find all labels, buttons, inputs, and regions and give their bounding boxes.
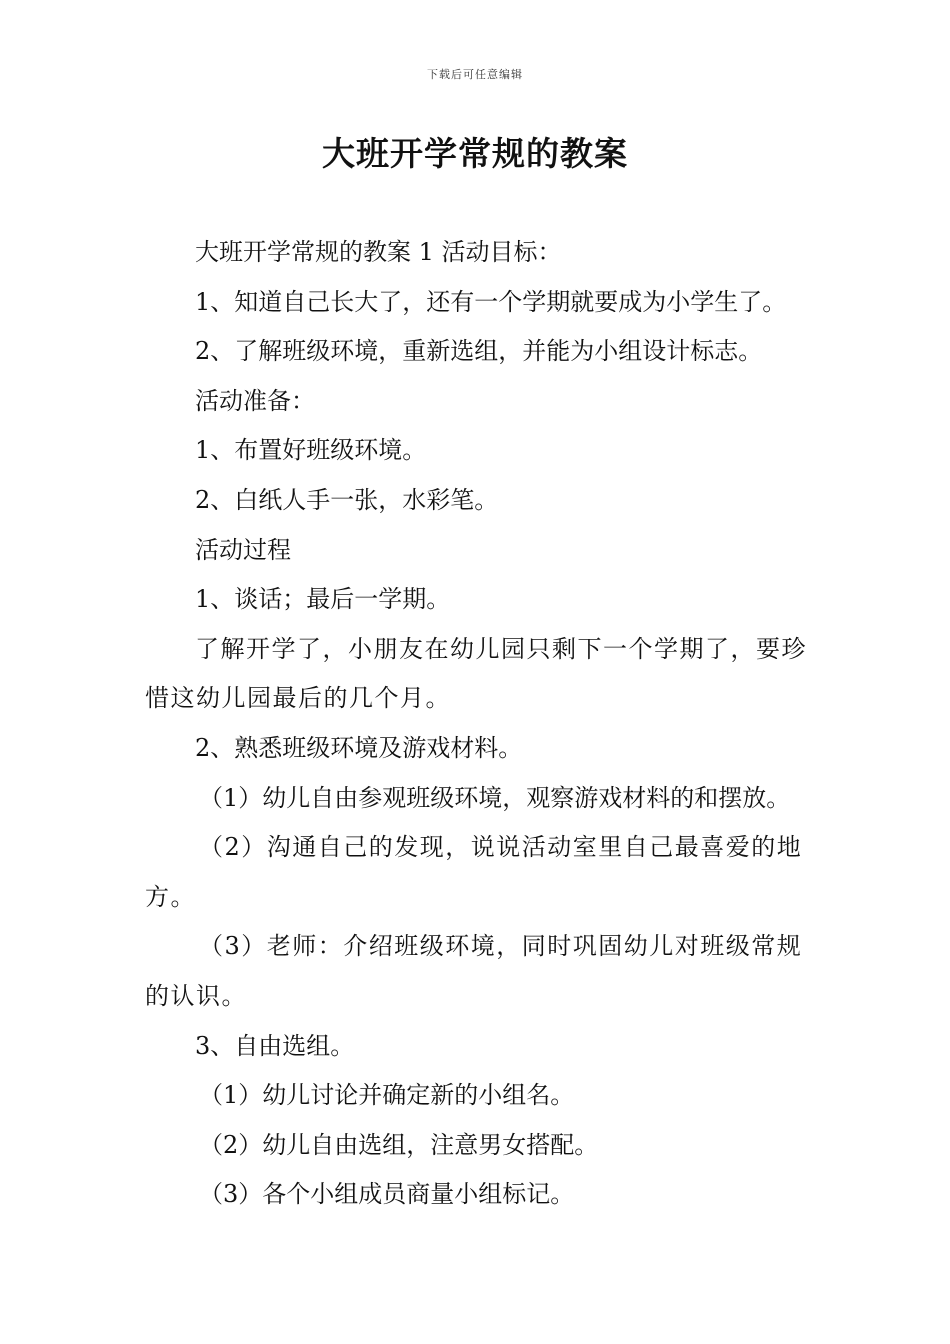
paragraph-process-2: 2、熟悉班级环境及游戏材料。	[195, 733, 523, 762]
paragraph-objective-2: 2、了解班级环境，重新选组，并能为小组设计标志。	[195, 337, 763, 366]
document-body	[145, 228, 815, 1220]
paragraph-process-2-step-1: （1）幼儿自由参观班级环境，观察游戏材料的和摆放。	[199, 783, 791, 812]
paragraph-process-3-step-3: （3）各个小组成员商量小组标记。	[199, 1180, 575, 1209]
paragraph-objectives-heading: 大班开学常规的教案 1 活动目标：	[195, 238, 562, 266]
paragraph-process-heading: 活动过程	[195, 535, 291, 564]
header-note: 下载后可任意编辑	[427, 68, 523, 81]
paragraph-process-2-step-3: （3）老师：介绍班级环境，同时巩固幼儿对班级常规的认识。	[145, 932, 803, 1010]
paragraph-process-2-step-2: （2）沟通自己的发现，说说活动室里自己最喜爱的地方。	[145, 833, 803, 911]
paragraph-process-3: 3、自由选组。	[195, 1031, 355, 1060]
document-title: 大班开学常规的教案	[322, 134, 628, 173]
paragraph-process-3-step-2: （2）幼儿自由选组，注意男女搭配。	[199, 1130, 599, 1159]
paragraph-preparation-2: 2、白纸人手一张，水彩笔。	[195, 485, 499, 514]
paragraph-preparation-1: 1、布置好班级环境。	[195, 436, 427, 465]
paragraph-process-3-step-1: （1）幼儿讨论并确定新的小组名。	[199, 1081, 575, 1110]
paragraph-process-1-detail: 了解开学了，小朋友在幼儿园只剩下一个学期了，要珍惜这幼儿园最后的几个月。	[145, 634, 807, 713]
paragraph-process-1: 1、谈话；最后一学期。	[195, 585, 451, 614]
paragraph-preparation-heading: 活动准备：	[195, 386, 315, 415]
paragraph-objective-1: 1、知道自己长大了，还有一个学期就要成为小学生了。	[195, 287, 787, 316]
